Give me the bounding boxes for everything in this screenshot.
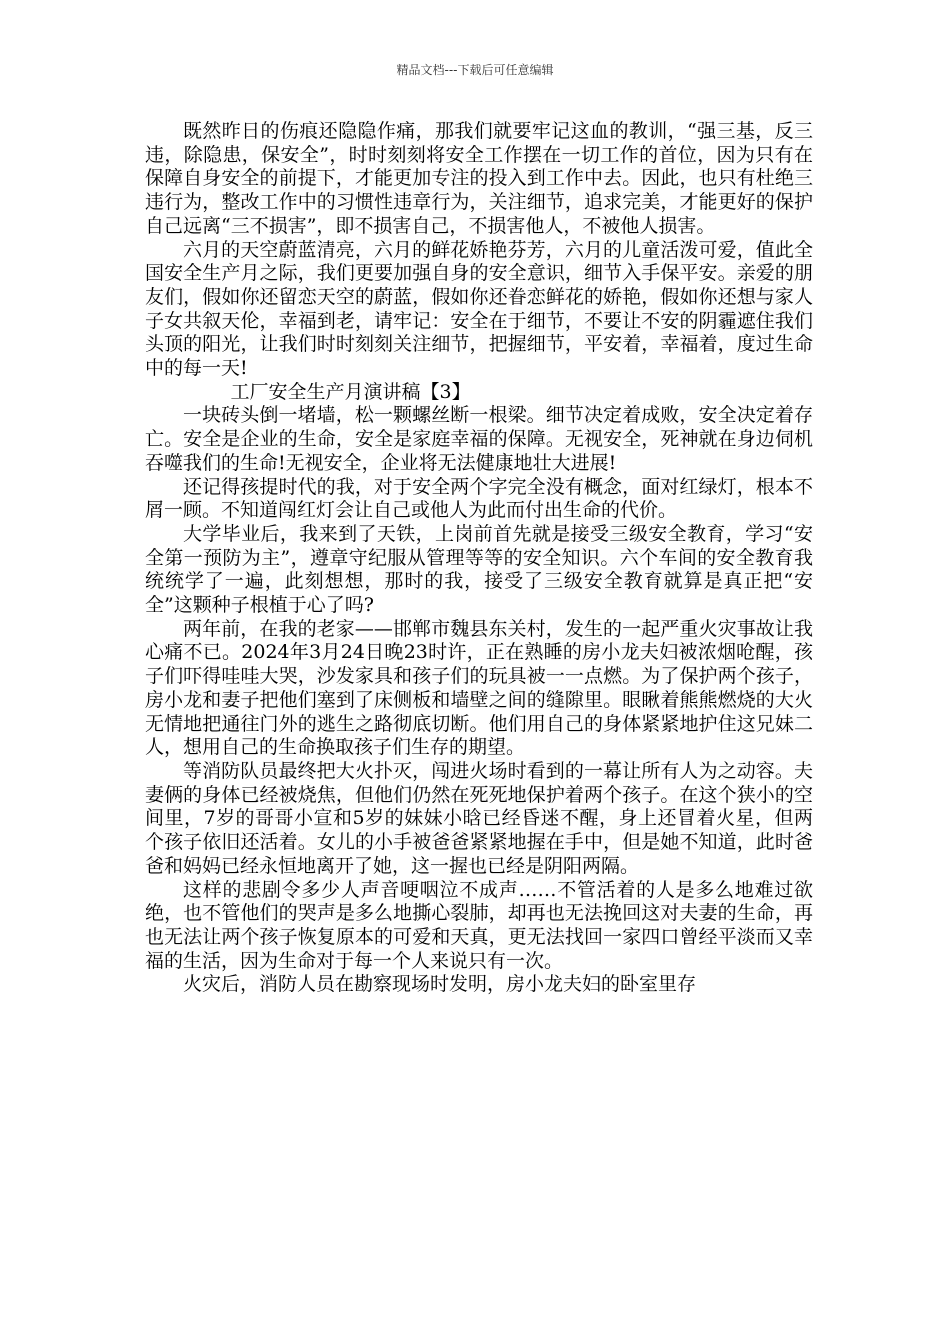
section-title: 工厂安全生产月演讲稿【3】 <box>230 380 471 403</box>
paragraph: 一块砖头倒一堵墙，松一颗螺丝断一根梁。细节决定着成败，安全决定着存亡。安全是企业的生命，安全是家庭幸福的保障。无视安全，死神就在身边伺机吞噬我们的生命!无视安全，企业将无法健康地壮大进展! <box>145 404 813 474</box>
paragraph: 这样的悲剧令多少人声音哽咽泣不成声……不管活着的人是多么地难过欲绝，也不管他们的哭声是多么地撕心裂肺，却再也无法挽回这对夫妻的生命，再也无法让两个孩子恢复原本的可爱和天真，更无法找回一家四口曾经平淡而又幸福的生活，因为生命对于每一个人来说只有一次。 <box>145 878 813 972</box>
paragraph: 还记得孩提时代的我，对于安全两个字完全没有概念，面对红绿灯，根本不屑一顾。不知道闯红灯会让自己或他人为此而付出生命的代价。 <box>145 475 813 522</box>
paragraph: 火灾后，消防人员在勘察现场时发明，房小龙夫妇的卧室里存 <box>183 973 697 996</box>
paragraph: 既然昨日的伤痕还隐隐作痛，那我们就要牢记这血的教训，“强三基，反三违，除隐患，保安全”，时时刻刻将安全工作摆在一切工作的首位，因为只有在保障自身安全的前提下，才能更加专注的投入到工作中去。因此，也只有杜绝三违行为，整改工作中的习惯性违章行为，关注细节，追求完美，才能更好的保护自己远离“三不损害”，即不损害自己，不损害他人，不被他人损害。 <box>145 120 813 237</box>
document-body <box>145 120 813 997</box>
paragraph: 六月的天空蔚蓝清亮，六月的鲜花娇艳芬芳，六月的儿童活泼可爱，值此全国安全生产月之际，我们更要加强自身的安全意识，细节入手保平安。亲爱的朋友们，假如你还留恋天空的蔚蓝，假如你还眷恋鲜花的娇艳，假如你还想与家人子女共叙天伦，幸福到老，请牢记：安全在于细节，不要让不安的阴霾遮住我们头顶的阳光，让我们时时刻刻关注细节，把握细节，平安着，幸福着，度过生命中的每一天! <box>145 238 813 380</box>
paragraph: 等消防队员最终把大火扑灭，闯进火场时看到的一幕让所有人为之动容。夫妻俩的身体已经被烧焦，但他们仍然在死死地保护着两个孩子。在这个狭小的空间里，7岁的哥哥小宣和5岁的妹妹小晗已经昏迷不醒，身上还冒着火星，但两个孩子依旧还活着。女儿的小手被爸爸紧紧地握在手中，但是她不知道，此时爸爸和妈妈已经永恒地离开了她，这一握也已经是阴阳两隔。 <box>145 759 813 877</box>
page-header: 精品文档---下载后可任意编辑 <box>396 63 554 77</box>
paragraph: 两年前，在我的老家——邯郸市魏县东关村，发生的一起严重火灾事故让我心痛不已。2024年3月24日晚23时许，正在熟睡的房小龙夫妇被浓烟呛醒，孩子们吓得哇哇大哭，沙发家具和孩子们的玩具被一一点燃。为了保护两个孩子，房小龙和妻子把他们塞到了床侧板和墙壁之间的缝隙里。眼瞅着熊熊燃烧的大火无情地把通往门外的逃生之路彻底切断。他们用自己的身体紧紧地护住这兄妹二人，想用自己的生命换取孩子们生存的期望。 <box>145 617 813 759</box>
paragraph: 大学毕业后，我来到了天铁，上岗前首先就是接受三级安全教育，学习“安全第一预防为主”，遵章守纪服从管理等等的安全知识。六个车间的安全教育我统统学了一遍，此刻想想，那时的我，接受了三级安全教育就算是真正把“安全”这颗种子根植于心了吗? <box>145 522 813 617</box>
